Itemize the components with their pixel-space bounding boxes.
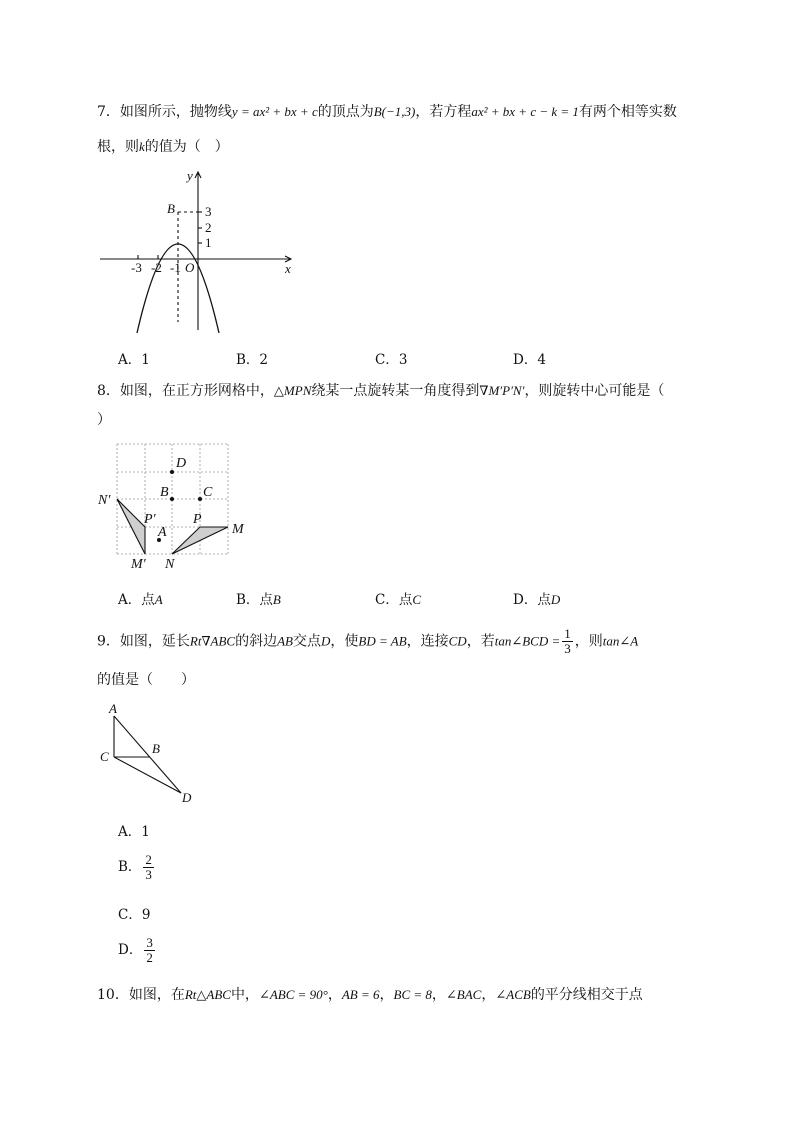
q8-stem-line2: ） xyxy=(97,412,111,428)
q7-option-d[interactable]: D．4 xyxy=(513,352,546,368)
x-tick-label-neg3: -3 xyxy=(131,260,142,275)
q7-stem-line2: 根，则k的值为（ ） xyxy=(97,139,229,155)
segment-ad xyxy=(114,716,181,793)
y-tick-label-3: 3 xyxy=(205,204,212,219)
q8-option-a[interactable]: A．点A xyxy=(118,592,163,608)
label-c: C xyxy=(203,485,213,500)
q8-option-b[interactable]: B．点B xyxy=(236,592,281,608)
label-p: P xyxy=(193,512,202,527)
q9-option-d[interactable]: D． $\frac{3}{2}$ xyxy=(118,935,153,965)
q7-stem-line1: 7．如图所示，抛物线y = ax² + bx + c的顶点为B(−1,3)，若方程ax² + bx + c − k = 1有两个相等实数 xyxy=(97,104,677,120)
q7-option-a[interactable]: A．1 xyxy=(118,352,150,368)
y-tick-label-1: 1 xyxy=(205,235,212,250)
q9-stem-line1: 9．如图，延长Rt∇ABC的斜边AB交点D，使BD = AB，连接CD，若tan∠BCD = $\frac{1}{3}$ ，则tan∠A xyxy=(97,626,639,656)
y-axis-label: y xyxy=(187,168,193,183)
q7-option-b[interactable]: B．2 xyxy=(236,352,269,368)
label-n: N xyxy=(165,557,175,572)
label-p-prime: P′ xyxy=(144,512,156,527)
segment-cd xyxy=(114,757,181,793)
q9-option-a[interactable]: A．1 xyxy=(118,824,150,840)
vertex-label: B xyxy=(167,201,175,216)
q9-option-b[interactable]: B． $\frac{2}{3}$ xyxy=(118,852,152,882)
label-b: B xyxy=(152,741,160,756)
x-axis-label: x xyxy=(285,261,291,276)
label-m: M xyxy=(232,522,244,537)
q10-stem-line1: 10．如图，在Rt△ABC中，∠ABC = 90°，AB = 6，BC = 8，∠BAC，∠ACB的平分线相交于点 xyxy=(97,987,643,1003)
y-tick-label-2: 2 xyxy=(205,220,212,235)
q9-option-c[interactable]: C．9 xyxy=(118,907,151,923)
q8-option-c[interactable]: C．点C xyxy=(375,592,422,608)
label-d: D xyxy=(176,456,187,471)
q8-stem-line1: 8．如图，在正方形网格中，△MPN绕某一点旋转某一角度得到∇M′P′N′，则旋转中心可能是（ xyxy=(97,383,665,399)
label-m-prime: M′ xyxy=(131,557,146,572)
label-b: B xyxy=(160,485,169,500)
q7-option-c[interactable]: C．3 xyxy=(375,352,408,368)
q9-fraction: $\frac{1}{3}$ xyxy=(564,626,571,656)
q9-stem-line2: 的值是（ ） xyxy=(97,672,195,688)
q8-option-d[interactable]: D．点D xyxy=(513,592,561,608)
x-tick-label-neg2: -2 xyxy=(151,260,162,275)
label-n-prime: N′ xyxy=(98,493,111,508)
label-d: D xyxy=(182,790,192,805)
label-c: C xyxy=(100,749,109,764)
x-tick-label-neg1: -1 xyxy=(170,260,181,275)
label-a: A xyxy=(109,701,117,716)
origin-label: O xyxy=(185,260,195,275)
label-a: A xyxy=(158,525,167,540)
